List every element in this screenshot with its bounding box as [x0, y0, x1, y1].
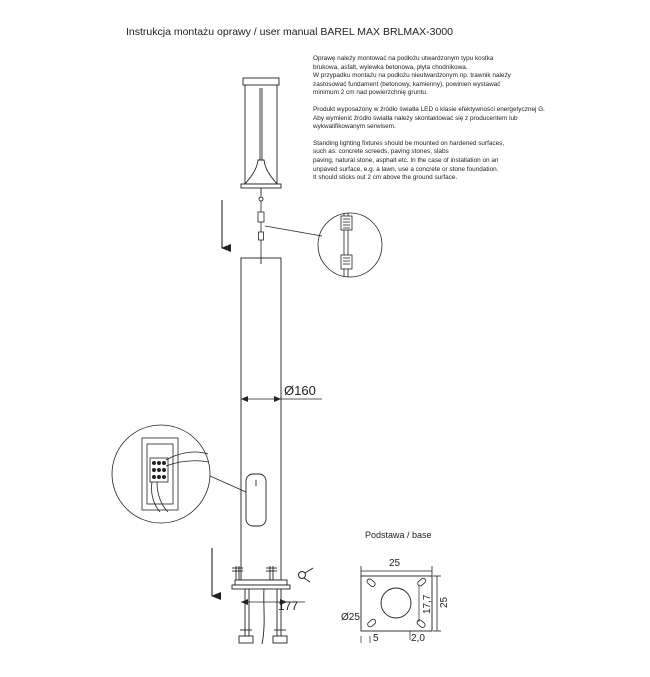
- note-line: minimum 2 cm nad powierzchnię gruntu.: [313, 89, 428, 97]
- note-line: Produkt wyposażony w źródło światła LED o klasie efektywności energetycznej G.: [313, 105, 545, 113]
- wrench-icon: [299, 568, 314, 582]
- note-line: Aby wymienić źródło światła należy skontaktować się z producentem lub: [313, 114, 518, 122]
- base-thickness-label: 2,0: [411, 633, 425, 644]
- diameter-label: Ø160: [284, 383, 316, 398]
- base-height-label: 177: [278, 599, 299, 613]
- lamp-head: [241, 78, 281, 201]
- base-title: Podstawa / base: [365, 530, 432, 540]
- base-height-label-2: 25: [439, 596, 450, 608]
- terminal-detail: [112, 425, 246, 523]
- note-line: paving, natural stone, asphalt etc. In the case of installation on an: [313, 156, 499, 164]
- note-line: unpaved surface, e.g. a lawn, use a concrete or stone foundation.: [313, 165, 499, 173]
- note-line: brukowa, asfalt, wylewka betonowa, płyta chodnikowa.: [313, 63, 468, 71]
- note-line: zastosować fundament (betonowy, kamienny), powinien wystawać: [313, 80, 501, 88]
- base-height-dimension: [241, 599, 305, 613]
- cable-connector: [258, 201, 264, 258]
- base-plate-view: [341, 530, 450, 644]
- note-line: such as: concrete screeds, paving stones, slabs: [313, 148, 449, 156]
- base-offset-label: 5: [373, 633, 379, 644]
- connector-detail: [265, 213, 382, 277]
- base-hole-label: Ø25: [341, 612, 360, 623]
- note-line: It should sticks out 2 cm above the ground surface.: [313, 174, 458, 182]
- base-width-label: 25: [389, 558, 401, 569]
- lamp-pole: [241, 258, 281, 580]
- note-line: wykwalifikowanym serwisem.: [313, 123, 396, 131]
- note-line: Standing lighting fixtures should be mounted on hardened surfaces,: [313, 139, 505, 147]
- manual-title: Instrukcja montażu oprawy / user manual BAREL MAX BRLMAX-3000: [126, 26, 454, 38]
- note-line: Oprawę należy montować na podłożu utwardzonym typu kostka: [313, 55, 494, 62]
- note-line: W przypadku montażu na podłożu nieutwardzonym np. trawnik należy: [313, 72, 511, 80]
- base-inner-label: 17,7: [422, 594, 433, 614]
